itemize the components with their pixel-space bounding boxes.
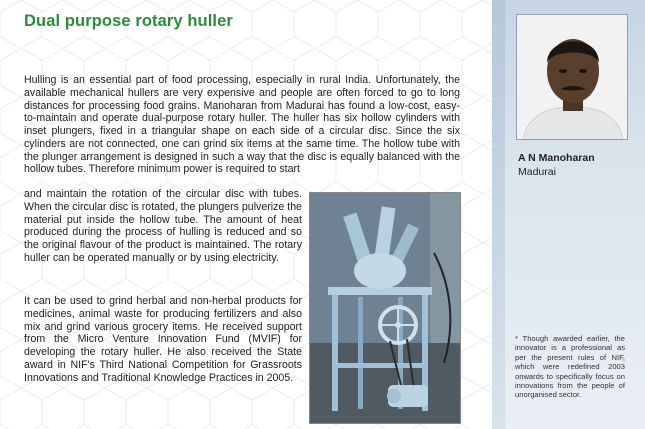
innovator-sidebar [492,0,645,429]
article-paragraph-1-continued: and maintain the rotation of the circular disc with tubes. When the circular disc is rotated, the plungers pulverize the material put inside the hollow tube. The amount of heat produced during the process of hulling is reduced and so the original flavour of the product is maintained. The rotary huller can be operated manually or by using electricity. [24,188,302,264]
article-paragraph-2: It can be used to grind herbal and non-herbal products for medicines, animal waste for producing fertilizers and also mix and grind various grocery items. He received support from the Micro Venture Innovation Fund (MVIF) for developing the rotary huller. He also received the State award in NIF's Third National Competition for Grassroots Innovations and Traditional Knowledge Practices in 2005. [24,295,302,384]
innovator-place: Madurai [518,166,556,178]
sidebar-stripe [492,0,505,429]
award-footnote: * Though awarded earlier, the innovator is a professional as per the present rules of NIF, which were redefined 2003 onwards to specifically focus on innovations from the people of unorganised sector. [515,334,625,400]
rotary-huller-photo [309,192,461,424]
innovator-name: A N Manoharan [518,152,595,164]
article-paragraph-1: Hulling is an essential part of food processing, especially in rural India. Unfortunately, the available mechanical hullers are very expensive and people are often forced to go to long distances for processing food grains. Manoharan from Madurai has found a low-cost, easy-to-maintain and operate dual-purpose rotary huller. The huller has six hollow cylinders with inset plungers, fixed in a triangular shape on each side of a circular disc. Since the six cylinders are not connected, one can grind six items at the same time. The hollow tube with the plunger arrangement is designed in such a way that the disc is equally balanced with the hollow tubes. Therefore minimum power is required to start [24,74,460,176]
innovator-portrait [516,14,628,140]
article-title: Dual purpose rotary huller [24,12,233,30]
